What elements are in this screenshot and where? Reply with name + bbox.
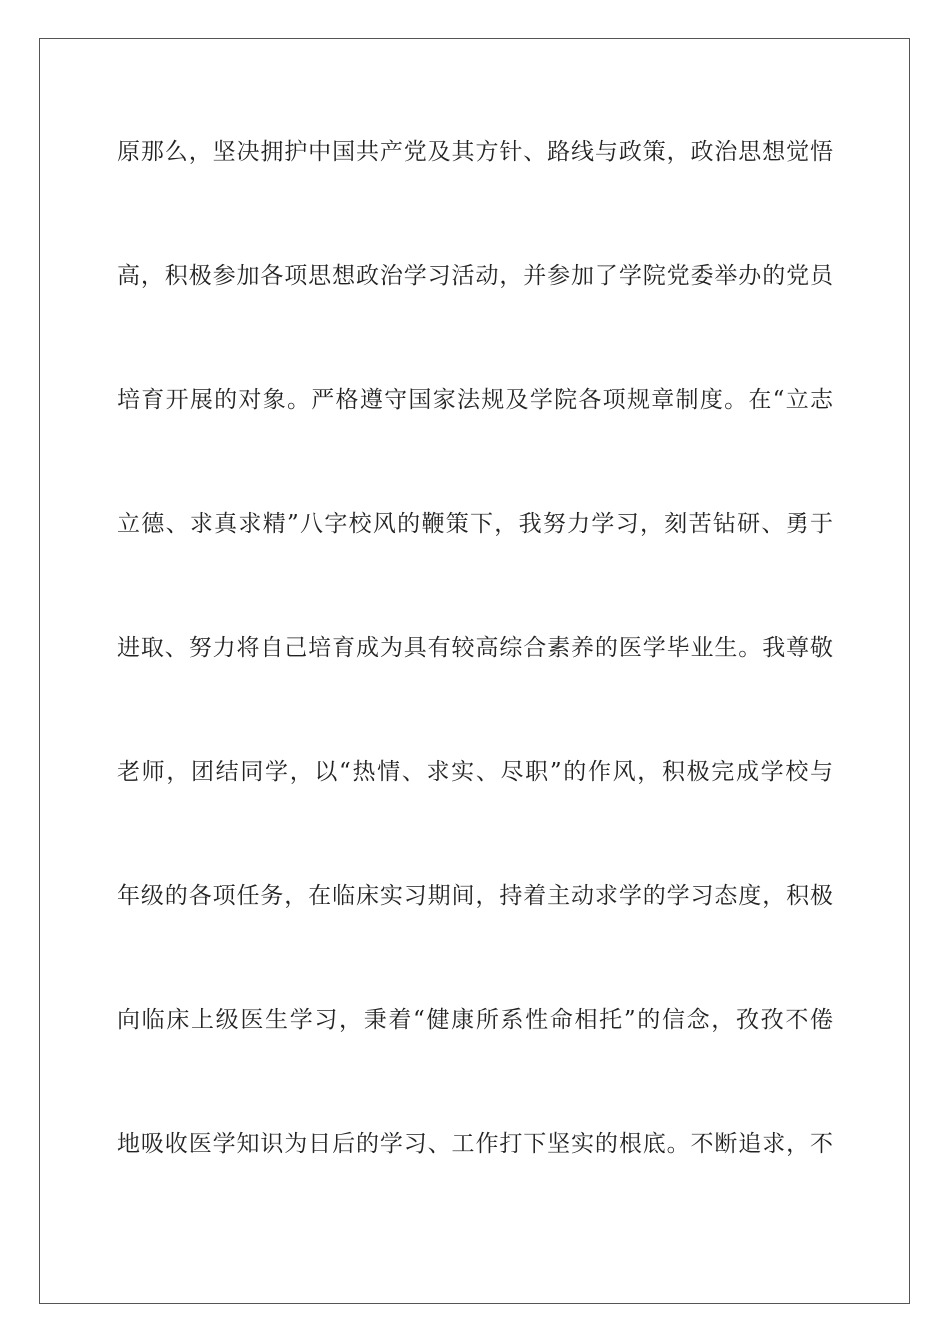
- page-border: [39, 38, 910, 1304]
- text-line: 地吸收医学知识为日后的学习、工作打下坚实的根底。不断追求，不: [117, 1131, 833, 1157]
- text-line: 向临床上级医生学习，秉着“健康所系性命相托”的信念，孜孜不倦: [117, 1007, 833, 1033]
- text-line: 进取、努力将自己培育成为具有较高综合素养的医学毕业生。我尊敬: [117, 635, 833, 661]
- text-line: 立德、求真求精”八字校风的鞭策下，我努力学习，刻苦钻研、勇于: [117, 511, 833, 537]
- text-line: 培育开展的对象。严格遵守国家法规及学院各项规章制度。在“立志: [117, 387, 833, 413]
- text-line: 原那么，坚决拥护中国共产党及其方针、路线与政策，政治思想觉悟: [117, 139, 833, 165]
- text-line: 年级的各项任务，在临床实习期间，持着主动求学的学习态度，积极: [117, 883, 833, 909]
- text-line: 高，积极参加各项思想政治学习活动，并参加了学院党委举办的党员: [117, 263, 833, 289]
- text-line: 老师，团结同学，以“热情、求实、尽职”的作风，积极完成学校与: [117, 759, 833, 785]
